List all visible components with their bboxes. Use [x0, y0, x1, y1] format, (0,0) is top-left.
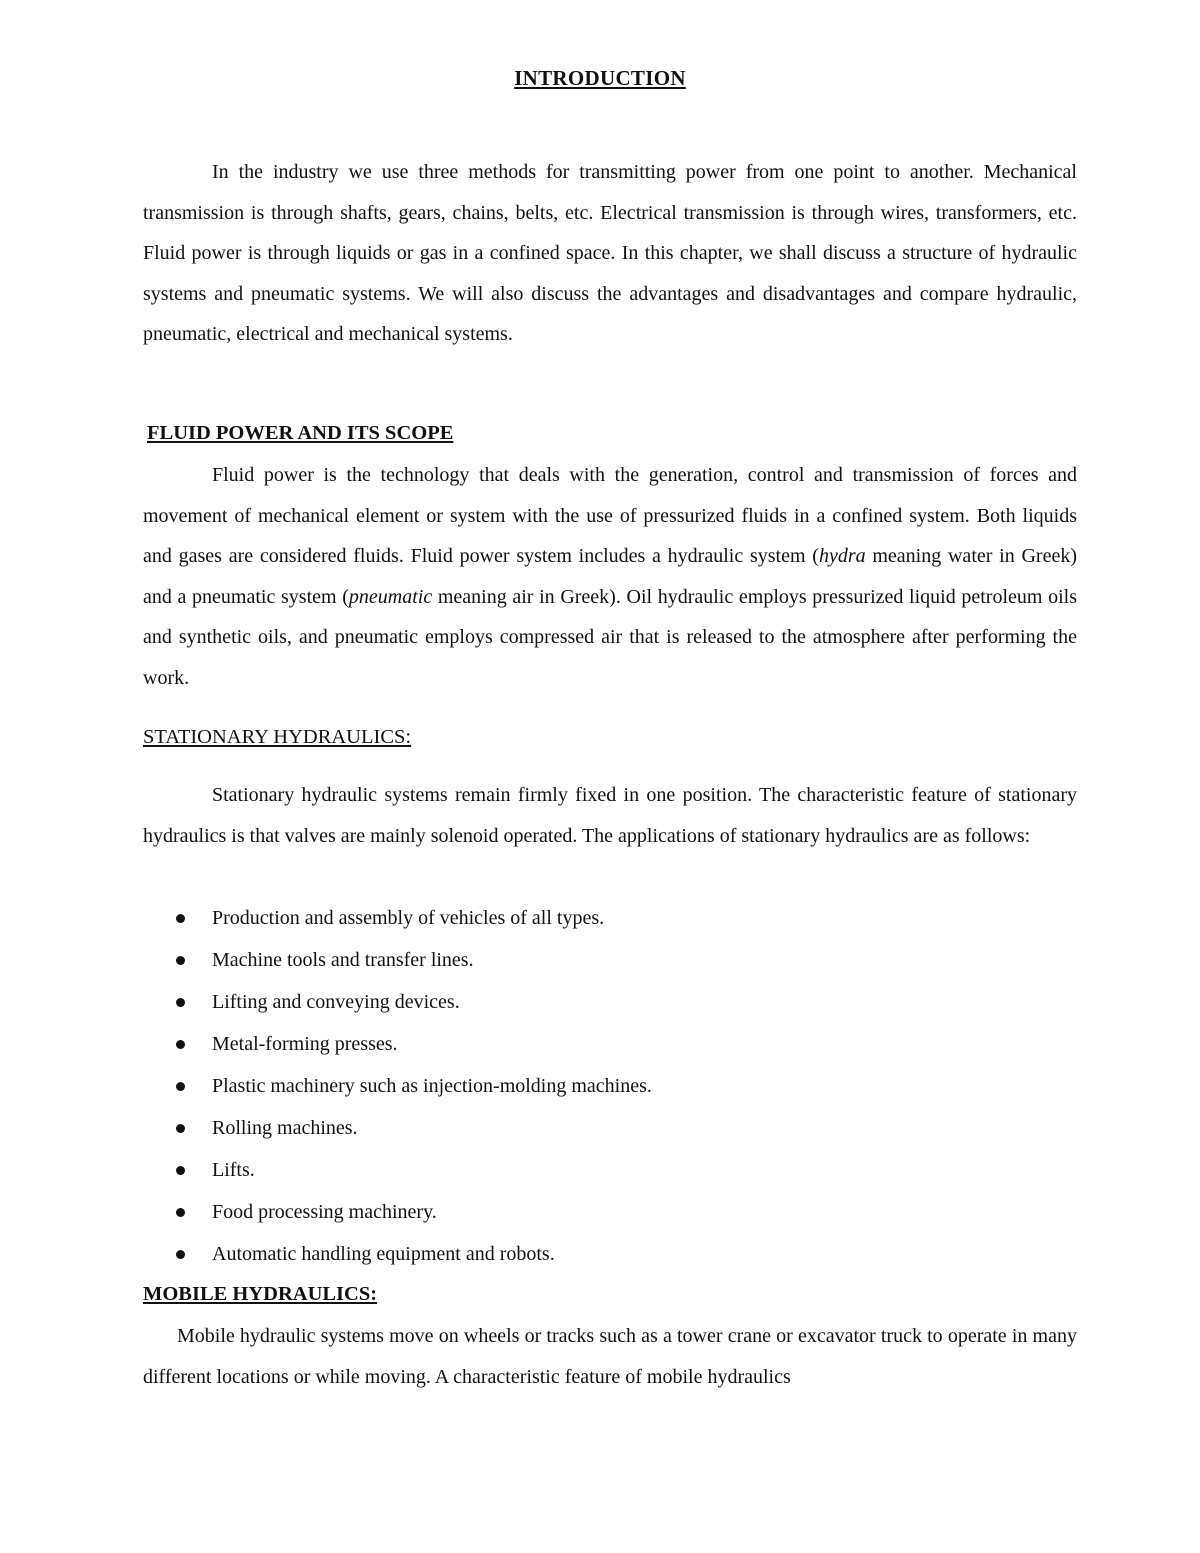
list-item-text: Rolling machines. [212, 1117, 358, 1139]
fluid-power-italic-pneumatic: pneumatic [348, 585, 433, 608]
page-title: INTRODUCTION [514, 66, 686, 90]
bullet-icon [176, 956, 185, 965]
bullet-icon [176, 1250, 185, 1259]
fluid-power-text-1: Fluid power is the technology that deals with the generation, control and transmission of forces and movement of mechanical element or system with the use of pressurized fluids in a confined system. Both liquids and gases are considered fluids. Fluid power system includes a hydraulic system ( [143, 464, 1077, 567]
fluid-power-text-2: meaning water in Greek) and a pneumatic system ( [143, 545, 1077, 608]
list-item [170, 1065, 652, 1107]
intro-paragraph [143, 152, 1077, 355]
bullet-icon [176, 1040, 185, 1049]
list-item [170, 981, 652, 1023]
stationary-text: Stationary hydraulic systems remain firmly fixed in one position. The characteristic feature of stationary hydraulics is that valves are mainly solenoid operated. The applications of stationary hydraulics are as follows: [143, 784, 1077, 847]
fluid-power-text-3: meaning air in Greek). Oil hydraulic employs pressurized liquid petroleum oils and synthetic oils, and pneumatic employs compressed air that is released to the atmosphere after performing the work. [143, 585, 1077, 689]
bullet-icon [176, 998, 185, 1007]
bullet-icon [176, 1208, 185, 1217]
list-item-text: Lifting and conveying devices. [212, 991, 460, 1013]
fluid-power-paragraph [143, 455, 1077, 698]
mobile-text: Mobile hydraulic systems move on wheels or tracks such as a tower crane or excavator truck to operate in many different locations or while moving. A characteristic feature of mobile hydraulics [143, 1325, 1077, 1388]
list-item [170, 939, 652, 981]
list-item-text: Metal-forming presses. [212, 1033, 398, 1055]
fluid-power-heading: FLUID POWER AND ITS SCOPE [147, 422, 454, 444]
list-item-text: Automatic handling equipment and robots. [212, 1243, 555, 1265]
stationary-heading: STATIONARY HYDRAULICS: [143, 726, 412, 748]
mobile-paragraph [143, 1316, 1077, 1397]
mobile-heading: MOBILE HYDRAULICS: [143, 1283, 378, 1305]
list-item-text: Machine tools and transfer lines. [212, 949, 474, 971]
stationary-applications-list [170, 897, 652, 1275]
list-item [170, 1107, 652, 1149]
list-item [170, 1149, 652, 1191]
list-item-text: Food processing machinery. [212, 1201, 437, 1223]
list-item-text: Lifts. [212, 1159, 255, 1181]
list-item [170, 897, 652, 939]
list-item-text: Plastic machinery such as injection-molding machines. [212, 1075, 652, 1097]
fluid-power-italic-hydra: hydra [818, 545, 866, 567]
bullet-icon [176, 1082, 185, 1091]
bullet-icon [176, 1124, 185, 1133]
list-item-text: Production and assembly of vehicles of all types. [212, 907, 605, 929]
intro-text: In the industry we use three methods for transmitting power from one point to another. Mechanical transmission is through shafts, gears, chains, belts, etc. Electrical transmission is through wires, transformers, etc. Fluid power is through liquids or gas in a confined space. In this chapter, we shall discuss a structure of hydraulic systems and pneumatic systems. We will also discuss the advantages and disadvantages and compare hydraulic, pneumatic, electrical and mechanical systems. [143, 161, 1077, 345]
stationary-paragraph [143, 775, 1077, 856]
bullet-icon [176, 914, 185, 923]
list-item [170, 1023, 652, 1065]
list-item [170, 1191, 652, 1233]
list-item [170, 1233, 652, 1275]
bullet-icon [176, 1166, 185, 1175]
